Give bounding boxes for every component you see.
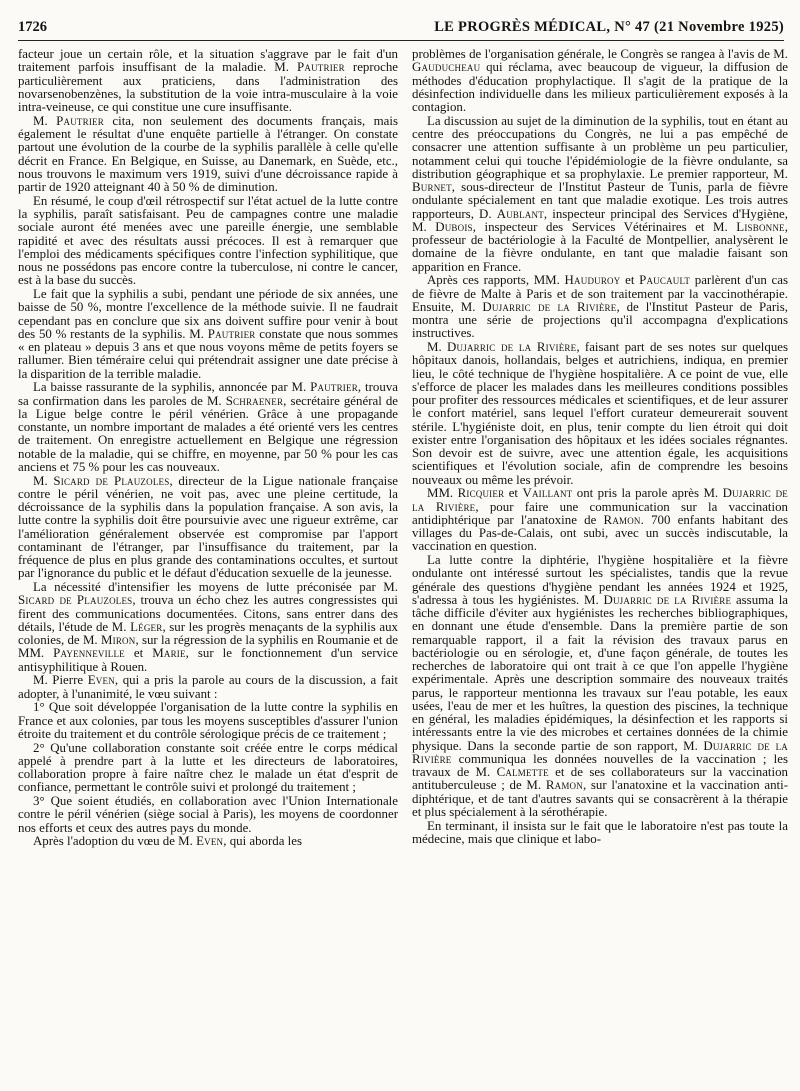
text-run: Après l'adoption du vœu de M. <box>33 834 197 849</box>
person-name: Dujarric de la Rivière <box>412 738 788 766</box>
text-run: , sur l'anatoxine et la vaccination anti-diphtérique, et de tant d'autres savants qui se consacrèrent à la thérapie et plus spécialement à la sérothérapie. <box>412 778 788 819</box>
paragraph <box>412 341 788 487</box>
person-name: Dujarric de la Rivière <box>447 340 577 354</box>
text-run: qui réclama, avec beaucoup de vigueur, la diffusion de méthodes d'éducation prophylactique. Il s'agit de la pratique de la désinfection individuelle dans les milieux particulièrement exposés à la contagion. <box>412 60 788 114</box>
text-run: , pour faire une communication sur la vaccination antidiphtérique par l'anatoxine de <box>412 499 788 527</box>
person-name: Dujarric de la Rivière <box>482 299 617 314</box>
text-run: 1° Que soit développée l'organisation de la lutte contre la syphilis en France et aux colonies, par tous les moyens susceptibles d'assurer l'union étroite du traitement et du contrôle sérologique précis de ce traitement ; <box>18 700 398 741</box>
text-run: 3° Que soient étudiés, en collaboration avec l'Union Internationale contre le péril vénérien (siège social à Paris), les moyens de coordonner nos efforts et ceux des autres pays du monde. <box>18 794 398 835</box>
text-run: . 700 enfants habitant des villages du Pas-de-Calais, ont subi, avec un succès indiscutable, la vaccination en question. <box>412 512 788 554</box>
header-rule <box>18 40 784 41</box>
person-name: Léger <box>130 619 163 634</box>
paragraph <box>412 820 788 847</box>
paragraph <box>412 48 788 114</box>
text-run: M. Pierre <box>33 673 88 688</box>
paragraph <box>18 835 398 848</box>
text-run: et de ses collaborateurs sur la vaccination antituberculeuse ; de M. <box>412 765 788 793</box>
person-name: Ricquier <box>457 486 505 501</box>
text-run: , sur le fonctionnement d'un service antisyphilitique à Rouen. <box>18 646 398 674</box>
paragraph <box>412 487 788 553</box>
text-run: assuma la tâche difficile d'éviter aux hygiénistes les recherches bibliographiques, en donnant une étude d'ensemble. Dans la première partie de son remarquable rapport, il a fait la révision des travaux parus en bactériologie ou en sérologie, et, d'une façon générale, de toutes les recherches de laboratoire qui ont trait à ce que l'on appelle l'hygiène expérimentale. Après une description sommaire des nouveaux traités parus, le rapporteur mentionna les travaux sur l'eau potable, les eaux usées, l'eau de mer et les huîtres, la question des piscines, la technique en général, les maladies épidémiques, la désinfection et les rapports si intéressants entre la vie des microbes et certaines données de la chimie physique. Dans la seconde partie de son rapport, M. <box>412 592 788 753</box>
text-run: La lutte contre la diphtérie, l'hygiène hospitalière et la fièvre ondulante ont intéressé surtout les spécialistes, tandis que la revue générale des questions d'hygiène pendant les années 1924 et 1925, s'adressa à tous les hygiénistes. M. <box>412 553 788 607</box>
text-run: La baisse rassurante de la syphilis, annoncée par M. <box>33 380 311 395</box>
text-run: , sous-directeur de l'Institut Pasteur de Tunis, parla de fièvre ondulante spécialement en tant que maladie exotique. Les trois autres rapporteurs, D. <box>412 180 788 221</box>
person-name: Calmette <box>496 765 549 779</box>
person-name: Payenneville <box>53 646 125 661</box>
paragraph <box>412 274 788 340</box>
text-run: Le fait que la syphilis a subi, pendant une période de six années, une baisse de 50 %, montre l'excellence de la méthode suivie. Il ne faudrait cependant pas en conclure que six ans doivent suffire pour venir à bout des 50 % restants de la syphilis. M. <box>18 287 398 341</box>
text-run: et <box>504 486 523 501</box>
text-run: problèmes de l'organisation générale, le Congrès se rangea à l'avis de M. <box>412 48 788 61</box>
person-name: Gauducheau <box>412 60 481 75</box>
text-run: Après ces rapports, MM. <box>427 273 565 288</box>
text-run: 2° Qu'une collaboration constante soit créée entre le corps médical appelé à prendre part à la lutte et les directeurs de laboratoires, collaboration propre à faire naître chez le malade un état d'esprit de confiance, permettant le contrôle suivi et prolongé du traitement ; <box>18 740 398 795</box>
paragraph <box>18 195 398 288</box>
text-run: et <box>620 273 640 288</box>
left-column <box>18 48 398 1088</box>
person-name: Sicard de Plauzoles <box>18 593 133 608</box>
person-name: Dujarric de la Rivière <box>603 592 732 607</box>
text-run: , inspecteur principal des Services d'Hygiène, M. <box>412 206 788 234</box>
person-name: Hauduroy <box>564 273 621 288</box>
person-name: Dubois <box>435 219 473 234</box>
person-name: Pautrier <box>56 113 104 128</box>
text-run: et <box>124 646 153 661</box>
text-run: , trouva un écho chez les autres congressistes qui firent des communications documentées. Citons, sans entrer dans des détails, l'étude de M. <box>18 593 398 634</box>
person-name: Lisbonne <box>736 219 785 234</box>
person-name: Dujarric de la Rivière <box>412 486 788 514</box>
text-run: ont pris la parole après M. <box>572 486 723 501</box>
paragraph <box>412 115 788 274</box>
paragraph <box>18 475 398 581</box>
person-name: Paucault <box>639 273 691 288</box>
text-run: facteur joue un certain rôle, et la situation s'aggrave par le fait d'un traitement parfois insuffisant de la maladie. M. <box>18 48 398 75</box>
person-name: Pautrier <box>207 326 256 341</box>
text-run: , faisant part de ses notes sur quelques hôpitaux danois, hollandais, belges et autrichiens, indiqua, en premier lieu, le côté technique de l'hygiène hospitalière. A ce point de vue, elle s'efforce de placer les malades dans les meilleures conditions possibles pour profiter des ressources médicales et scientifiques, et de leur assurer le confort matériel, sans lequel l'effort curateur demeurerait souvent stérile. L'hygiéniste doit, en plus, tenir compte du lien étroit qui doit exister entre l'organisation des hôpitaux et les idées sociales régnantes. Son devoir est de suivre, avec une attention égale, les acquisitions scientifiques et l'évolution sociale, afin de comprendre les besoins nouveaux ou même les prévoir. <box>412 340 788 487</box>
text-run: La nécessité d'intensifier les moyens de lutte préconisée par M. <box>33 580 398 594</box>
text-run: , sur les progrès menaçants de la syphilis aux colonies, de M. <box>18 619 398 647</box>
person-name: Sicard de Plauzoles <box>53 473 170 488</box>
paragraph <box>18 742 398 795</box>
person-name: Pautrier <box>297 60 345 75</box>
text-run: , trouva sa confirmation dans les paroles de M. <box>18 380 398 408</box>
person-name: Pautrier <box>310 380 358 395</box>
person-name: Marie <box>152 646 186 661</box>
text-run: , qui aborda les <box>223 834 303 849</box>
right-column <box>412 48 788 1088</box>
paragraph <box>18 48 398 114</box>
text-run: , sur la régression de la syphilis en Roumanie et de MM. <box>18 633 398 661</box>
person-name: Vaillant <box>522 486 573 501</box>
text-run: M. <box>33 113 57 128</box>
person-name: Burnet <box>412 180 452 194</box>
page-number: 1726 <box>18 18 47 35</box>
text-run: , inspecteur des Services Vétérinaires et M. <box>472 219 737 234</box>
text-run: , secrétaire général de la Ligue belge contre le péril vénérien. Grâce à une propagande constante, un nombre important de malades a été orienté vers les centres de traitement. On enregistre actuellement en Belgique une régression notable de la maladie, qui se chiffre, en moyenne, par 50 % pour les cas anciens et 75 % pour les cas nouveaux. <box>18 393 398 474</box>
text-run: En résumé, le coup d'œil rétrospectif sur l'état actuel de la lutte contre la syphilis, paraît satisfaisant. Peu de campagnes contre une maladie sociale auront été menées avec une pareille énergie, une semblable rapidité et avec des résultats aussi précoces. Il est à remarquer que l'emploi des médicaments spécifiques contre l'infection syphilitique, que nous ne possédons pas encore contre la tuberculose, ni contre le cancer, est à la base du succès. <box>18 193 398 288</box>
running-title: LE PROGRÈS MÉDICAL, N° 47 (21 Novembre 1925) <box>434 18 784 35</box>
page-header <box>18 16 784 38</box>
text-run: MM. <box>427 486 458 501</box>
person-name: Even <box>87 673 115 688</box>
paragraph <box>18 581 398 674</box>
text-run: En terminant, il insista sur le fait que le laboratoire n'est pas toute la médecine, mais que clinique et labo- <box>412 818 788 846</box>
person-name: Ramon <box>603 512 641 527</box>
paragraph <box>18 288 398 381</box>
text-run: parlèrent d'un cas de fièvre de Malte à Paris et de son traitement par la vaccinothérapie. Ensuite, M. <box>412 273 788 314</box>
text-run: , qui a pris la parole au cours de la discussion, a fait adopter, à l'unanimité, le vœu suivant : <box>18 673 398 701</box>
text-run: reproche particulièrement aux praticiens, dans l'administration des novarsenobenzènes, la substitution de la voie intra-musculaire à la voie intra-veineuse, ce qui constitue une cure insuffisante. <box>18 60 398 114</box>
text-run: cita, non seulement des documents français, mais également le résultat d'une enquête partielle à l'étranger. On constate partout une évolution de la courbe de la syphilis parallèle à celle qu'elle décrit en France. En Belgique, en Suisse, au Danemark, en Suède, etc., nous trouvons le maximum vers 1919, suivi d'une décroissance rapide à partir de 1920 atteignant 40 à 50 % de diminution. <box>18 113 398 194</box>
paragraph <box>18 674 398 701</box>
paragraph <box>412 554 788 819</box>
person-name: Miron <box>100 633 136 647</box>
text-run: M. <box>33 473 54 488</box>
paragraph <box>18 381 398 474</box>
text-run: La discussion au sujet de la diminution de la syphilis, tout en étant au centre des préoccupations du Congrès, ne lui a pas empêché de consacrer une attention suffisante à un problème un peu particulier, notamment celui qui touche l'épidémiologie de la fièvre ondulante, sa distribution géographique et sa prophylaxie. Le premier rapporteur, M. <box>412 113 788 181</box>
text-run: M. <box>427 340 448 354</box>
paragraph <box>18 701 398 741</box>
paragraph <box>18 795 398 835</box>
paragraph <box>18 115 398 195</box>
text-run: , directeur de la Ligue nationale française contre le péril vénérien, ne voit pas, avec une pleine certitude, la décroissance de la syphilis dans la population française. A son avis, la lutte contre la syphilis doit être poursuivie avec une rigueur extrême, car l'amélioration généralement observée est compromise par l'apport contaminant de l'étranger, par l'insuffisance du traitement, par la fréquence de plus en plus grande des contaminations occultes, et surtout par l'ignorance du public et le défaut d'éducation sexuelle de la jeunesse. <box>18 473 398 581</box>
text-run: communiqua les données nouvelles de la vaccination ; les travaux de M. <box>412 751 788 779</box>
person-name: Schraener <box>225 393 284 408</box>
text-run: , de l'Institut Pasteur de Paris, montra une série de projections qu'il accompagna d'explications instructives. <box>412 299 788 341</box>
text-run: constate que nous sommes « en plateau » depuis 3 ans et que nous voyons même de petits foyers se rallumer. Bien téméraire celui qui prétendrait assigner une date précise à la disparition de la terrible maladie. <box>18 326 398 381</box>
person-name: Even <box>196 834 224 849</box>
person-name: Ramon <box>545 778 583 793</box>
text-run: , professeur de bactériologie à la Faculté de Montpellier, analysèrent le domaine de la fièvre ondulante, en tant que maladie faisant son apparition en France. <box>412 219 788 274</box>
person-name: Aublant <box>496 206 544 221</box>
